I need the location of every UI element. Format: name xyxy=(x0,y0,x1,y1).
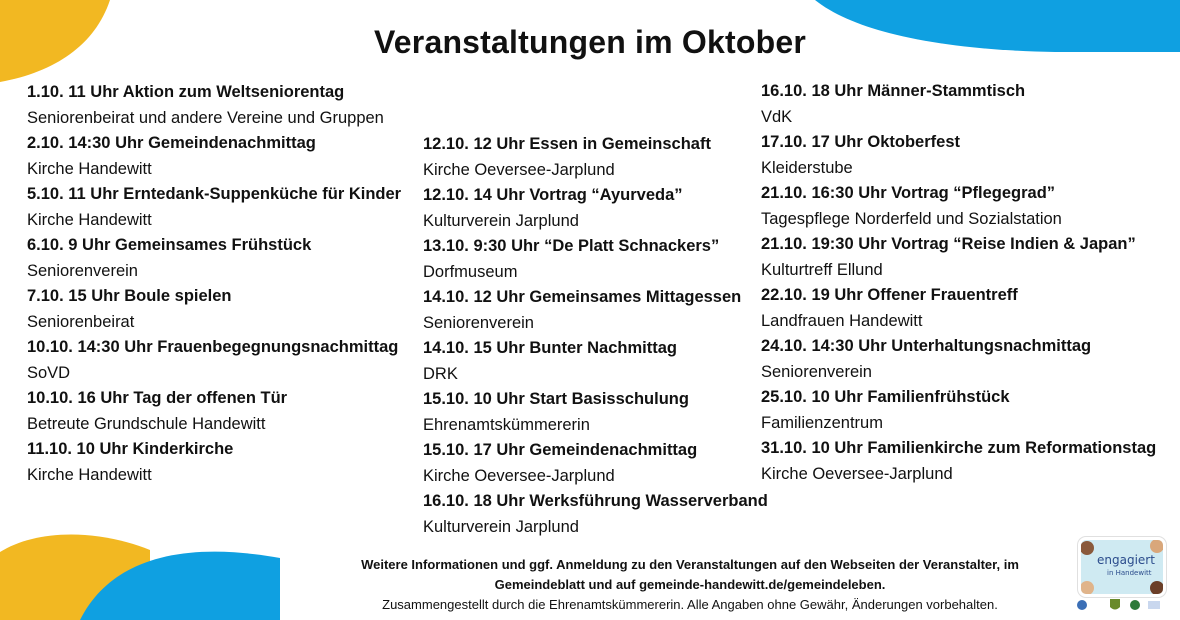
event-item xyxy=(761,334,1161,385)
event-title: 1.10. 11 Uhr Aktion zum Weltseniorentag xyxy=(27,83,345,101)
event-title: 5.10. 11 Uhr Erntedank-Suppenküche für Kinder xyxy=(27,185,402,203)
event-item xyxy=(27,233,417,284)
event-item xyxy=(423,387,783,438)
events-column-2 xyxy=(423,132,783,540)
event-item xyxy=(423,183,783,234)
event-item xyxy=(27,80,417,131)
event-title: 16.10. 18 Uhr Werksführung Wasserverband xyxy=(423,492,768,510)
event-organizer: Kirche Oeversee-Jarplund xyxy=(761,464,953,483)
event-organizer: Seniorenverein xyxy=(761,362,872,381)
footer-credit: Zusammengestellt durch die Ehrenamtskümmererin. Alle Angaben ohne Gewähr, Änderungen vorbehalten. xyxy=(382,597,998,612)
event-title: 12.10. 12 Uhr Essen in Gemeinschaft xyxy=(423,135,711,153)
event-item xyxy=(761,181,1161,232)
event-organizer: Seniorenbeirat und andere Vereine und Gruppen xyxy=(27,108,384,127)
event-title: 14.10. 12 Uhr Gemeinsames Mittagessen xyxy=(423,288,742,306)
event-organizer: Kirche Handewitt xyxy=(27,210,152,229)
event-item xyxy=(761,385,1161,436)
event-organizer: Betreute Grundschule Handewitt xyxy=(27,414,266,433)
event-title: 31.10. 10 Uhr Familienkirche zum Reformationstag xyxy=(761,439,1157,457)
event-item xyxy=(761,79,1161,130)
logo-card xyxy=(1078,537,1166,597)
event-item xyxy=(423,132,783,183)
event-item xyxy=(761,436,1161,487)
event-title: 25.10. 10 Uhr Familienfrühstück xyxy=(761,388,1010,406)
event-organizer: Kulturverein Jarplund xyxy=(423,517,579,536)
event-organizer: Dorfmuseum xyxy=(423,262,518,281)
event-organizer: Seniorenverein xyxy=(27,261,138,280)
event-organizer: Seniorenverein xyxy=(423,313,534,332)
event-item xyxy=(27,437,417,488)
event-item xyxy=(423,489,783,540)
page-title: Veranstaltungen im Oktober xyxy=(374,24,806,60)
event-organizer: DRK xyxy=(423,364,458,383)
event-organizer: SoVD xyxy=(27,363,71,382)
logo-text-engagiert: engagiert xyxy=(1097,553,1155,567)
event-title: 14.10. 15 Uhr Bunter Nachmittag xyxy=(423,339,677,357)
event-item xyxy=(761,130,1161,181)
event-item xyxy=(423,234,783,285)
events-column-3 xyxy=(761,79,1161,487)
logo-hands-icon xyxy=(1081,540,1163,594)
event-title: 13.10. 9:30 Uhr “De Platt Schnackers” xyxy=(423,237,720,255)
event-item xyxy=(27,335,417,386)
events-column-1 xyxy=(27,80,417,488)
event-organizer: Kirche Handewitt xyxy=(27,465,152,484)
event-organizer: Kirche Handewitt xyxy=(27,159,152,178)
event-organizer: Kulturtreff Ellund xyxy=(761,260,883,279)
footer-info-line-2: Gemeindeblatt und auf gemeinde-handewitt.de/gemeindeleben. xyxy=(494,577,886,592)
event-title: 10.10. 14:30 Uhr Frauenbegegnungsnachmittag xyxy=(27,338,399,356)
event-organizer: Landfrauen Handewitt xyxy=(761,311,923,330)
event-organizer: Kulturverein Jarplund xyxy=(423,211,579,230)
event-title: 12.10. 14 Uhr Vortrag “Ayurveda” xyxy=(423,186,683,204)
event-title: 17.10. 17 Uhr Oktoberfest xyxy=(761,133,960,151)
event-organizer: Seniorenbeirat xyxy=(27,312,135,331)
event-title: 16.10. 18 Uhr Männer-Stammtisch xyxy=(761,82,1026,100)
event-item xyxy=(27,182,417,233)
event-organizer: Kirche Oeversee-Jarplund xyxy=(423,466,615,485)
event-organizer: Kirche Oeversee-Jarplund xyxy=(423,160,615,179)
event-title: 15.10. 17 Uhr Gemeindenachmittag xyxy=(423,441,698,459)
corner-decoration-bottom-left xyxy=(0,510,290,620)
event-title: 15.10. 10 Uhr Start Basisschulung xyxy=(423,390,689,408)
event-item xyxy=(423,438,783,489)
event-item xyxy=(27,131,417,182)
event-organizer: Tagespflege Norderfeld und Sozialstation xyxy=(761,209,1062,228)
event-item xyxy=(423,336,783,387)
event-organizer: Ehrenamtskümmererin xyxy=(423,415,590,434)
engagiert-logo xyxy=(1074,533,1164,613)
event-title: 2.10. 14:30 Uhr Gemeindenachmittag xyxy=(27,134,316,152)
footer-note xyxy=(300,555,1080,615)
logo-text-handewitt: in Handewitt xyxy=(1107,569,1152,577)
event-title: 21.10. 19:30 Uhr Vortrag “Reise Indien & Japan” xyxy=(761,235,1136,253)
logo-partner-icons xyxy=(1074,595,1164,615)
event-title: 11.10. 10 Uhr Kinderkirche xyxy=(27,440,234,458)
event-item xyxy=(761,232,1161,283)
event-title: 21.10. 16:30 Uhr Vortrag “Pflegegrad” xyxy=(761,184,1056,202)
event-title: 6.10. 9 Uhr Gemeinsames Frühstück xyxy=(27,236,312,254)
event-title: 24.10. 14:30 Uhr Unterhaltungsnachmittag xyxy=(761,337,1092,355)
event-title: 22.10. 19 Uhr Offener Frauentreff xyxy=(761,286,1018,304)
event-item xyxy=(27,386,417,437)
event-item xyxy=(423,285,783,336)
event-organizer: Familienzentrum xyxy=(761,413,883,432)
event-organizer: Kleiderstube xyxy=(761,158,853,177)
event-title: 7.10. 15 Uhr Boule spielen xyxy=(27,287,232,305)
event-title: 10.10. 16 Uhr Tag der offenen Tür xyxy=(27,389,288,407)
event-item xyxy=(27,284,417,335)
footer-info-line-1: Weitere Informationen und ggf. Anmeldung zu den Veranstaltungen auf den Webseiten der Veranstalter, im xyxy=(361,557,1019,572)
event-organizer: VdK xyxy=(761,107,793,126)
event-item xyxy=(761,283,1161,334)
